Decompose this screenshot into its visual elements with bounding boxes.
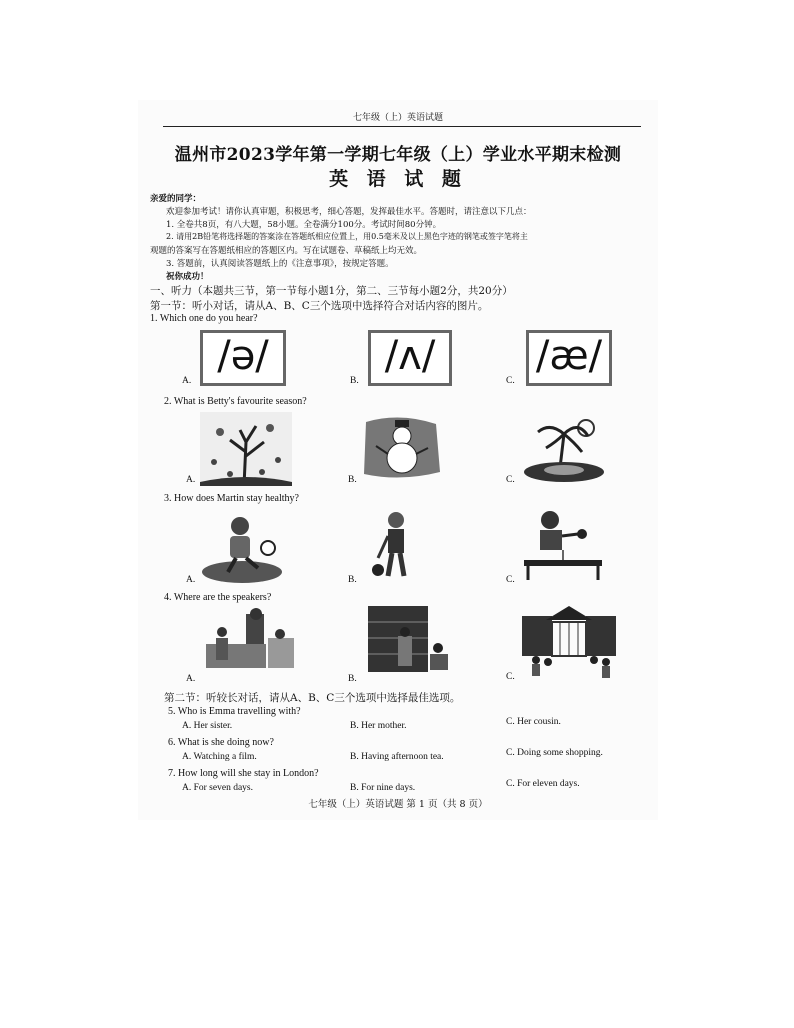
notice-item-2-cont: 观题的答案写在答题纸相应的答题区内。写在试题卷、草稿纸上均无效。 bbox=[150, 246, 423, 256]
q7-option-b: B. For nine days. bbox=[350, 783, 416, 793]
q3-letter-b: B. bbox=[348, 575, 357, 585]
q1-letter-b: B. bbox=[350, 376, 359, 386]
running-header: 七年级（上）英语试题 bbox=[352, 113, 443, 123]
q7-option-a: A. For seven days. bbox=[182, 783, 253, 793]
q2-letter-c: C. bbox=[506, 475, 515, 485]
q4-letter-a: A. bbox=[186, 674, 196, 684]
header-rule bbox=[163, 126, 641, 127]
question-7: 7. How long will she stay in London? bbox=[168, 768, 319, 779]
shop-counter-picture bbox=[206, 608, 298, 676]
q1-letter-a: A. bbox=[182, 376, 192, 386]
q1-option-c: /æ/ bbox=[526, 330, 612, 386]
q5-option-c: C. Her cousin. bbox=[506, 717, 561, 727]
q5-option-a: A. Her sister. bbox=[182, 721, 233, 731]
greeting: 亲爱的同学： bbox=[150, 194, 202, 204]
q1-option-a: /ə/ bbox=[200, 330, 286, 386]
question-3: 3. How does Martin stay healthy? bbox=[164, 493, 299, 504]
q6-option-b: B. Having afternoon tea. bbox=[350, 752, 444, 762]
exam-subtitle: 英 语 试 题 bbox=[329, 168, 467, 190]
question-1: 1. Which one do you hear? bbox=[150, 313, 258, 324]
question-4: 4. Where are the speakers? bbox=[164, 592, 272, 603]
boy-basketball-picture bbox=[366, 508, 426, 584]
q3-letter-a: A. bbox=[186, 575, 196, 585]
q2-letter-b: B. bbox=[348, 475, 357, 485]
notice-item-3: 3. 答题前，认真阅读答题纸上的《注意事项》，按规定答题。 bbox=[166, 259, 394, 269]
question-6: 6. What is she doing now? bbox=[168, 737, 274, 748]
q1-option-b: /ʌ/ bbox=[368, 330, 452, 386]
autumn-tree-picture bbox=[200, 412, 292, 486]
notice-item-2: 2. 请用2B铅笔将选择题的答案涂在答题纸相应位置上，用0.5毫米及以上黑色字迹的钢笔或签字笔将主 bbox=[166, 232, 528, 241]
question-2: 2. What is Betty's favourite season? bbox=[164, 396, 307, 407]
school-gate-picture bbox=[522, 606, 616, 678]
q5-option-b: B. Her mother. bbox=[350, 721, 407, 731]
question-5: 5. Who is Emma travelling with? bbox=[168, 706, 301, 717]
notice-item-1: 1. 全卷共8页，有八大题，58小题。全卷满分100分。考试时间80分钟。 bbox=[166, 220, 442, 230]
section2-instructions: 第二节：听较长对话，请从A、B、C三个选项中选择最佳选项。 bbox=[164, 692, 461, 704]
q3-letter-c: C. bbox=[506, 575, 515, 585]
boy-table-tennis-picture bbox=[522, 508, 604, 582]
q1-letter-c: C. bbox=[506, 376, 515, 386]
section1-instructions: 第一节：听小对话，请从A、B、C三个选项中选择符合对话内容的图片。 bbox=[150, 300, 489, 312]
exam-title: 温州市2023学年第一学期七年级（上）学业水平期末检测 bbox=[174, 145, 622, 165]
boy-soccer-picture bbox=[198, 510, 292, 584]
notice-wish: 祝你成功！ bbox=[166, 272, 209, 282]
page-footer: 七年级（上）英语试题 第 1 页（共 8 页） bbox=[308, 799, 488, 810]
q4-letter-c: C. bbox=[506, 672, 515, 682]
q2-letter-a: A. bbox=[186, 475, 196, 485]
part1-heading: 一、听力（本题共三节，第一节每小题1分，第二、三节每小题2分，共20分） bbox=[150, 285, 513, 297]
snowman-picture bbox=[360, 412, 442, 482]
q7-option-c: C. For eleven days. bbox=[506, 779, 580, 789]
q6-option-c: C. Doing some shopping. bbox=[506, 748, 603, 758]
library-picture bbox=[368, 606, 452, 676]
notice-intro: 欢迎参加考试！请你认真审题，积极思考，细心答题，发挥最佳水平。答题时，请注意以下几点： bbox=[166, 207, 532, 217]
exam-page bbox=[138, 100, 658, 820]
beach-island-picture bbox=[522, 408, 608, 486]
q4-letter-b: B. bbox=[348, 674, 357, 684]
q6-option-a: A. Watching a film. bbox=[182, 752, 257, 762]
